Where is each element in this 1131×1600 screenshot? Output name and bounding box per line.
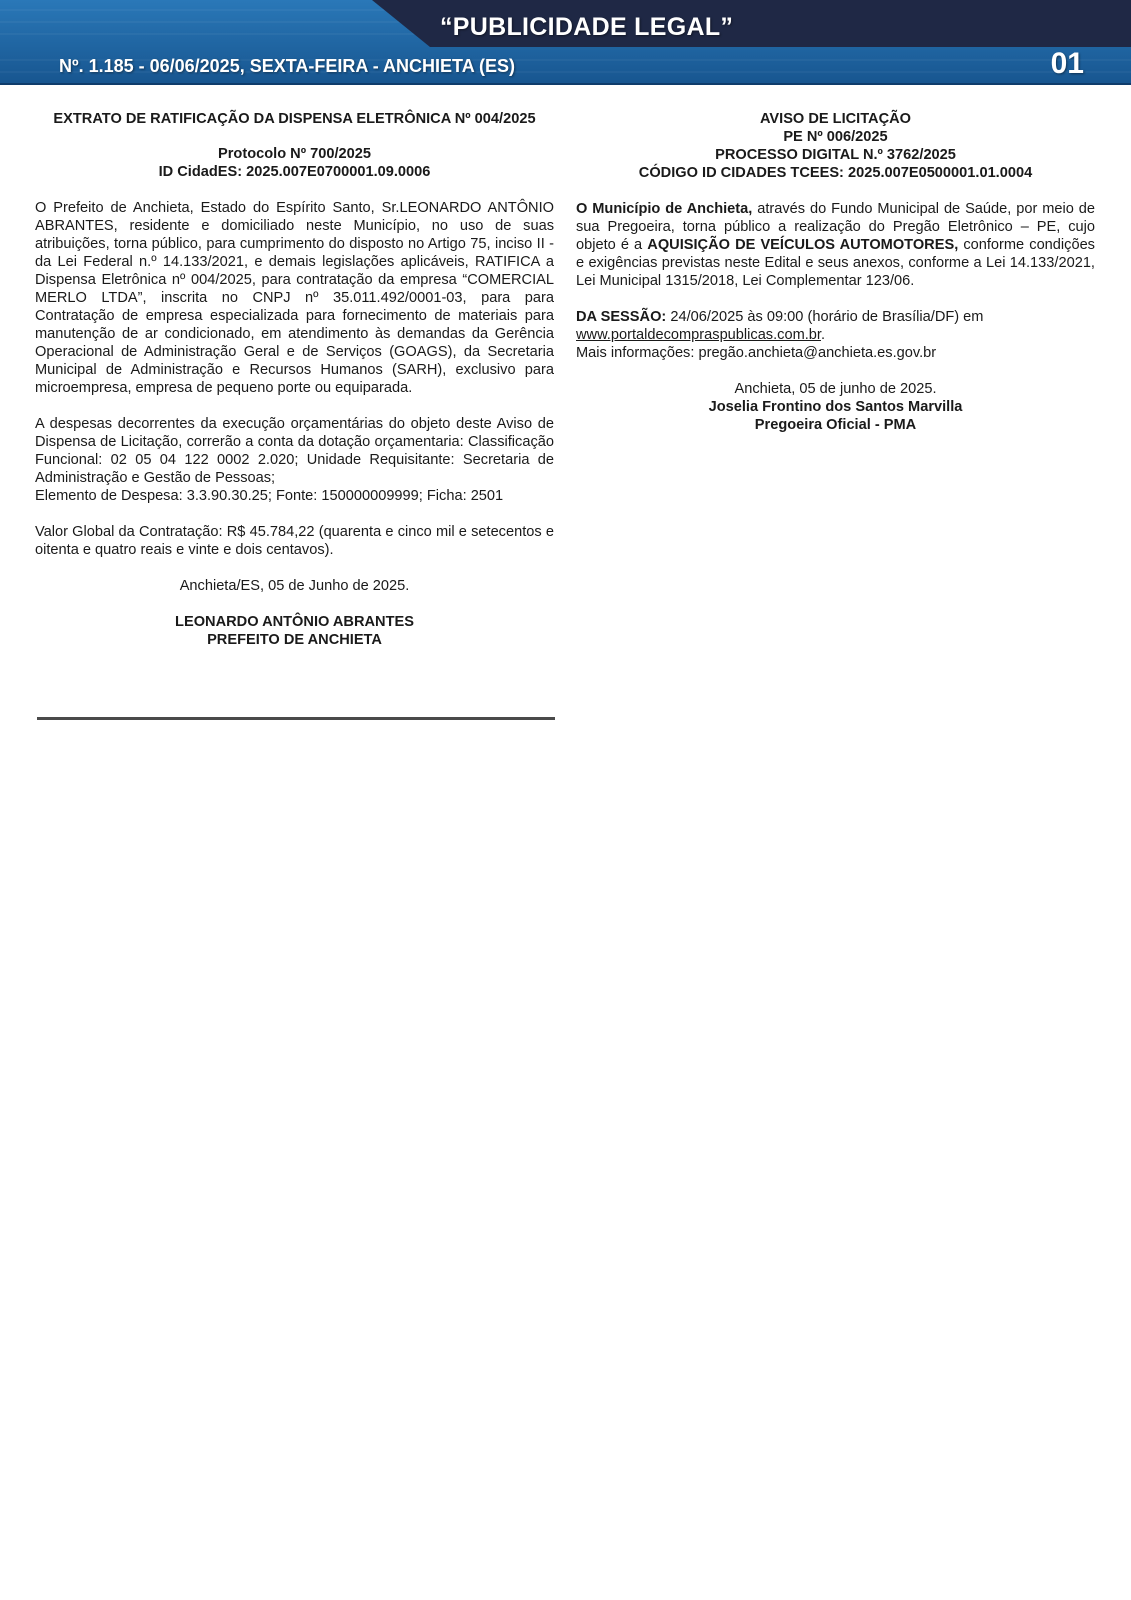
issue-info: Nº. 1.185 - 06/06/2025, SEXTA-FEIRA - ANCHIETA (ES) xyxy=(59,56,516,76)
id-cidades: ID CidadES: 2025.007E0700001.09.0006 xyxy=(158,164,431,180)
extrato-title: EXTRATO DE RATIFICAÇÃO DA DISPENSA ELETRÔNICA Nº 004/2025 xyxy=(53,111,536,127)
contract-value-paragraph: Valor Global da Contratação: R$ 45.784,22 (quarenta e cinco mil e setecentos e oitenta e quatro reais e vinte e dois centavos). xyxy=(35,524,554,558)
aviso-text-a: através do Fundo Municipal de Saúde, por meio de sua Pregoeira, torna público a realização do Pregão Eletrônico – PE, cujo objeto é a xyxy=(576,201,1095,253)
aviso-title: AVISO DE LICITAÇÃO xyxy=(759,111,912,127)
ratification-paragraph: O Prefeito de Anchieta, Estado do Espírito Santo, Sr.LEONARDO ANTÔNIO ABRANTES, residente e domiciliado neste Município, no uso de suas atribuições, torna público, para cumprimento do disposto no Artigo 75, inciso II - da Lei Federal n.º 14.133/2021, e demais legislações aplicáveis, RATIFICA a Dispensa Eletrônica nº 004/2025, para contratação da empresa “COMERCIAL MERLO LTDA”, inscrita no CNPJ nº 35.011.492/0001-03, para para Contratação de empresa especializada para fornecimento de materiais para manutenção de ar condicionado, em atendimento às demandas da Gerência Operacional de Administração Geral e de Serviços (GOAGS), da Secretaria Municipal de Administração e Recursos Humanos (SARH), exclusivo para microempresa, empresa de pequeno porte ou equiparada. xyxy=(35,200,554,396)
expense-element-line: Elemento de Despesa: 3.3.90.30.25; Fonte: 150000009999; Ficha: 2501 xyxy=(35,488,504,504)
place-date: Anchieta/ES, 05 de Junho de 2025. xyxy=(179,578,410,594)
session-label: DA SESSÃO: xyxy=(576,309,667,325)
pregoeira-role: Pregoeira Oficial - PMA xyxy=(754,417,917,433)
codigo-id-cidades: CÓDIGO ID CIDADES TCEES: 2025.007E0500001.01.0004 xyxy=(638,165,1033,181)
aviso-object: AQUISIÇÃO DE VEÍCULOS AUTOMOTORES, xyxy=(647,237,959,253)
protocol-number: Protocolo Nº 700/2025 xyxy=(218,146,371,162)
portal-link-suffix: . xyxy=(820,327,826,343)
more-info: Mais informações: pregão.anchieta@anchieta.es.gov.br xyxy=(576,345,937,361)
municipio-label: O Município de Anchieta, xyxy=(576,201,753,217)
aviso-place-date: Anchieta, 05 de junho de 2025. xyxy=(734,381,937,397)
aviso-text-b: conforme condições e exigências previstas neste Edital e seus anexos, conforme a Lei 14.133/2021, Lei Municipal 1315/2018, Lei Complementar 123/06. xyxy=(576,237,1095,289)
signer-name: LEONARDO ANTÔNIO ABRANTES xyxy=(175,614,414,630)
left-column xyxy=(35,110,554,649)
pregoeira-name: Joselia Frontino dos Santos Marvilla xyxy=(708,399,963,415)
budget-paragraph: A despesas decorrentes da execução orçamentárias do objeto deste Aviso de Dispensa de Licitação, correrão a conta da dotação orçamentaria: Classificação Funcional: 02 05 04 122 0002 2.020; Unidade Requisitante: Secretaria de Administração e Gestão de Pessoas; xyxy=(35,416,554,486)
session-link-line xyxy=(576,326,1095,344)
portal-link[interactable]: www.portaldecompraspublicas.com.br xyxy=(576,327,821,343)
signer-role: PREFEITO DE ANCHIETA xyxy=(207,632,382,648)
right-column xyxy=(576,110,1095,434)
session-line xyxy=(576,308,1095,326)
pe-number: PE Nº 006/2025 xyxy=(783,129,888,145)
publication-title: “PUBLICIDADE LEGAL” xyxy=(440,13,734,41)
session-text: 24/06/2025 às 09:00 (horário de Brasília/DF) em xyxy=(666,309,984,325)
divider-line xyxy=(37,717,555,720)
processo-number: PROCESSO DIGITAL N.º 3762/2025 xyxy=(715,147,956,163)
aviso-paragraph xyxy=(576,200,1095,290)
header-banner xyxy=(0,0,1131,85)
page-number: 01 xyxy=(1050,47,1084,80)
